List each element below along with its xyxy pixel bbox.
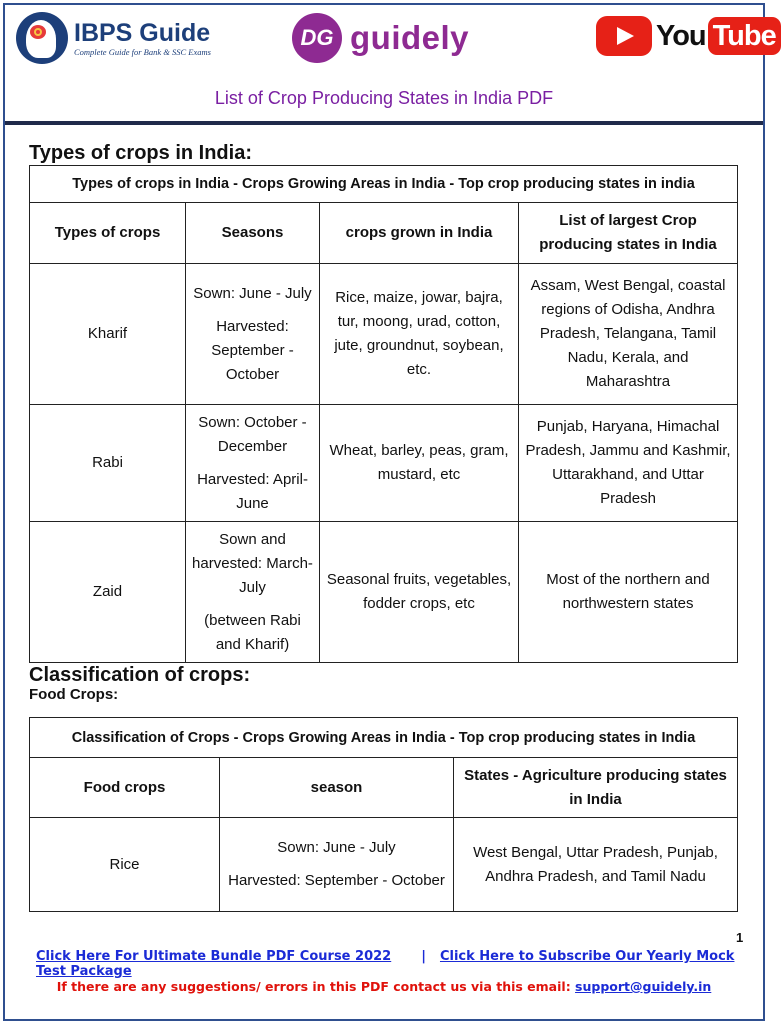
- ibps-title: IBPS Guide: [74, 18, 211, 47]
- section-classification-heading: Classification of crops:: [29, 664, 251, 686]
- guidely-logo[interactable]: [292, 13, 469, 63]
- ibps-tagline: Complete Guide for Bank & SSC Exams: [74, 46, 211, 57]
- table-caption: Classification of Crops - Crops Growing Areas in India - Top crop producing states in India: [30, 718, 738, 758]
- season-cell: [186, 522, 320, 663]
- table-row: [30, 818, 738, 912]
- youtube-logo[interactable]: [596, 16, 781, 56]
- document-title: List of Crop Producing States in India PDF: [214, 88, 554, 108]
- crops-cell: Seasonal fruits, vegetables, fodder crops, etc: [320, 522, 519, 663]
- season-cell: [186, 264, 320, 405]
- page-number: 1: [736, 930, 744, 945]
- page-header: [0, 0, 776, 80]
- column-header: Seasons: [186, 203, 320, 264]
- sown-text: Sown: October - December: [198, 413, 307, 455]
- column-header: Food crops: [30, 758, 220, 818]
- season-cell: [186, 405, 320, 522]
- ibps-guide-logo[interactable]: [16, 12, 211, 64]
- table-row: [30, 522, 738, 663]
- section-types-heading: Types of crops in India:: [29, 142, 252, 164]
- title-divider: [5, 121, 763, 125]
- bundle-course-link[interactable]: Click Here For Ultimate Bundle PDF Course 2022: [36, 949, 392, 964]
- youtube-play-icon: [596, 16, 652, 56]
- harvested-text: Harvested: April-June: [197, 470, 308, 512]
- youtube-you-text: You: [656, 19, 706, 52]
- sown-text: Sown: June - July: [277, 839, 396, 856]
- footer-note-text: If there are any suggestions/ errors in this PDF contact us via this email:: [56, 979, 571, 994]
- crops-cell: Wheat, barley, peas, gram, mustard, etc: [320, 405, 519, 522]
- mock-test-link[interactable]: Click Here to Subscribe Our Yearly Mock Test Package: [36, 949, 735, 979]
- table-caption: Types of crops in India - Crops Growing Areas in India - Top crop producing states in india: [30, 166, 738, 203]
- crop-type-cell: Zaid: [30, 522, 186, 663]
- harvested-text: Harvested: September - October: [228, 872, 445, 889]
- ibps-head-icon: [16, 12, 68, 64]
- column-header: season: [220, 758, 454, 818]
- column-header: List of largest Crop producing states in India: [519, 203, 738, 264]
- crops-cell: Rice, maize, jowar, bajra, tur, moong, urad, cotton, jute, groundnut, soybean, etc.: [320, 264, 519, 405]
- guidely-wordmark: guidely: [350, 19, 470, 56]
- footer-note: [0, 979, 768, 994]
- states-cell: Assam, West Bengal, coastal regions of Odisha, Andhra Pradesh, Telangana, Tamil Nadu, Kerala, and Maharashtra: [519, 264, 738, 405]
- food-crop-cell: Rice: [30, 818, 220, 912]
- crop-types-table: [29, 165, 738, 663]
- states-cell: Most of the northern and northwestern states: [519, 522, 738, 663]
- crop-type-cell: Rabi: [30, 405, 186, 522]
- support-email-link[interactable]: support@guidely.in: [575, 979, 712, 994]
- youtube-tube-text: Tube: [708, 17, 781, 55]
- column-header: Types of crops: [30, 203, 186, 264]
- table-row: [30, 264, 738, 405]
- sown-text: Sown and harvested: March-July: [192, 530, 313, 596]
- footer-links: [36, 949, 768, 979]
- food-crops-table: [29, 717, 738, 912]
- harvested-text: Harvested: September - October: [211, 317, 294, 383]
- season-note-text: (between Rabi and Kharif): [204, 611, 301, 653]
- table-row: [30, 405, 738, 522]
- crop-type-cell: Kharif: [30, 264, 186, 405]
- states-cell: West Bengal, Uttar Pradesh, Punjab, Andhra Pradesh, and Tamil Nadu: [454, 818, 738, 912]
- food-crops-subheading: Food Crops:: [29, 686, 119, 703]
- dg-logo-icon: DG: [292, 13, 342, 63]
- column-header: crops grown in India: [320, 203, 519, 264]
- states-cell: Punjab, Haryana, Himachal Pradesh, Jammu and Kashmir, Uttarakhand, and Uttar Pradesh: [519, 405, 738, 522]
- season-cell: [220, 818, 454, 912]
- column-header: States - Agriculture producing states in India: [454, 758, 738, 818]
- footer-separator: |: [421, 949, 426, 964]
- sown-text: Sown: June - July: [193, 284, 312, 302]
